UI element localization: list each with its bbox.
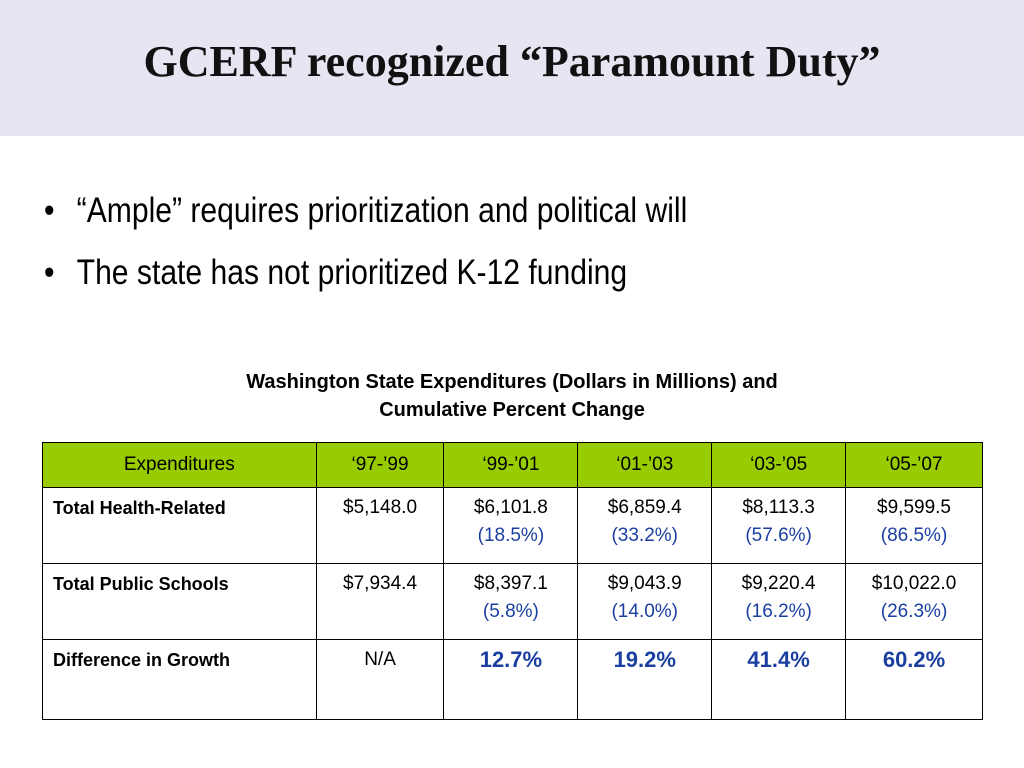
row-label: Difference in Growth [43,640,317,720]
column-header: Expenditures [43,443,317,488]
table-cell [578,640,712,720]
cell-value: $8,113.3 [742,497,815,518]
table-cell [444,488,578,564]
bullet-text: “Ample” requires prioritization and political will [76,191,688,230]
row-label: Total Public Schools [43,564,317,640]
bullet-text: The state has not prioritized K-12 funding [76,253,628,292]
table-caption [0,368,1024,424]
cell-value: $5,148.0 [343,497,418,518]
cell-value: $10,022.0 [871,573,957,594]
table-cell [316,488,444,564]
difference-value: 41.4% [747,647,810,672]
table-cell: N/A [316,640,444,720]
slide-title: GCERF recognized “Paramount Duty” [143,37,881,86]
caption-line: Washington State Expenditures (Dollars in Millions) and [246,371,778,393]
table-cell [712,640,846,720]
bullet-dot: • [44,191,55,230]
bullet-dot: • [44,253,55,292]
expenditures-table [42,442,983,720]
bullet-item [44,242,687,304]
cell-value: $8,397.1 [473,573,548,594]
table-cell [846,640,983,720]
cell-value: $9,599.5 [877,497,951,518]
cell-value: $7,934.4 [343,573,418,594]
cell-percent: (14.0%) [611,601,679,622]
cell-percent: (18.5%) [477,525,545,546]
difference-value: 19.2% [613,647,676,672]
table-cell [712,564,846,640]
column-header: ‘99-’01 [444,443,578,488]
difference-value: 12.7% [479,647,543,672]
cell-percent: (26.3%) [880,601,948,622]
cell-value: $9,043.9 [607,573,682,594]
cell-value: $6,859.4 [607,497,682,518]
table-cell [846,488,983,564]
table-row [43,488,983,564]
table-cell [846,564,983,640]
table-cell [712,488,846,564]
table-cell [444,640,578,720]
cell-percent: (86.5%) [880,525,948,546]
cell-value: $9,220.4 [741,573,816,594]
table-row [43,564,983,640]
cell-value: $6,101.8 [473,497,548,518]
cell-percent: (5.8%) [482,601,539,622]
column-header: ‘05-’07 [846,443,983,488]
bullet-list [44,180,792,304]
table-row [43,640,983,720]
bullet-item [44,180,687,242]
column-header: ‘01-’03 [578,443,712,488]
table-header-row [43,443,983,488]
difference-value: 60.2% [882,647,946,672]
column-header: ‘97-’99 [316,443,444,488]
caption-line: Cumulative Percent Change [379,399,645,421]
table-cell [578,564,712,640]
table-cell [578,488,712,564]
table-cell [444,564,578,640]
cell-percent: (16.2%) [745,601,812,622]
cell-percent: (33.2%) [611,525,679,546]
column-header: ‘03-’05 [712,443,846,488]
cell-percent: (57.6%) [745,525,812,546]
row-label: Total Health-Related [43,488,317,564]
table-cell [316,564,444,640]
